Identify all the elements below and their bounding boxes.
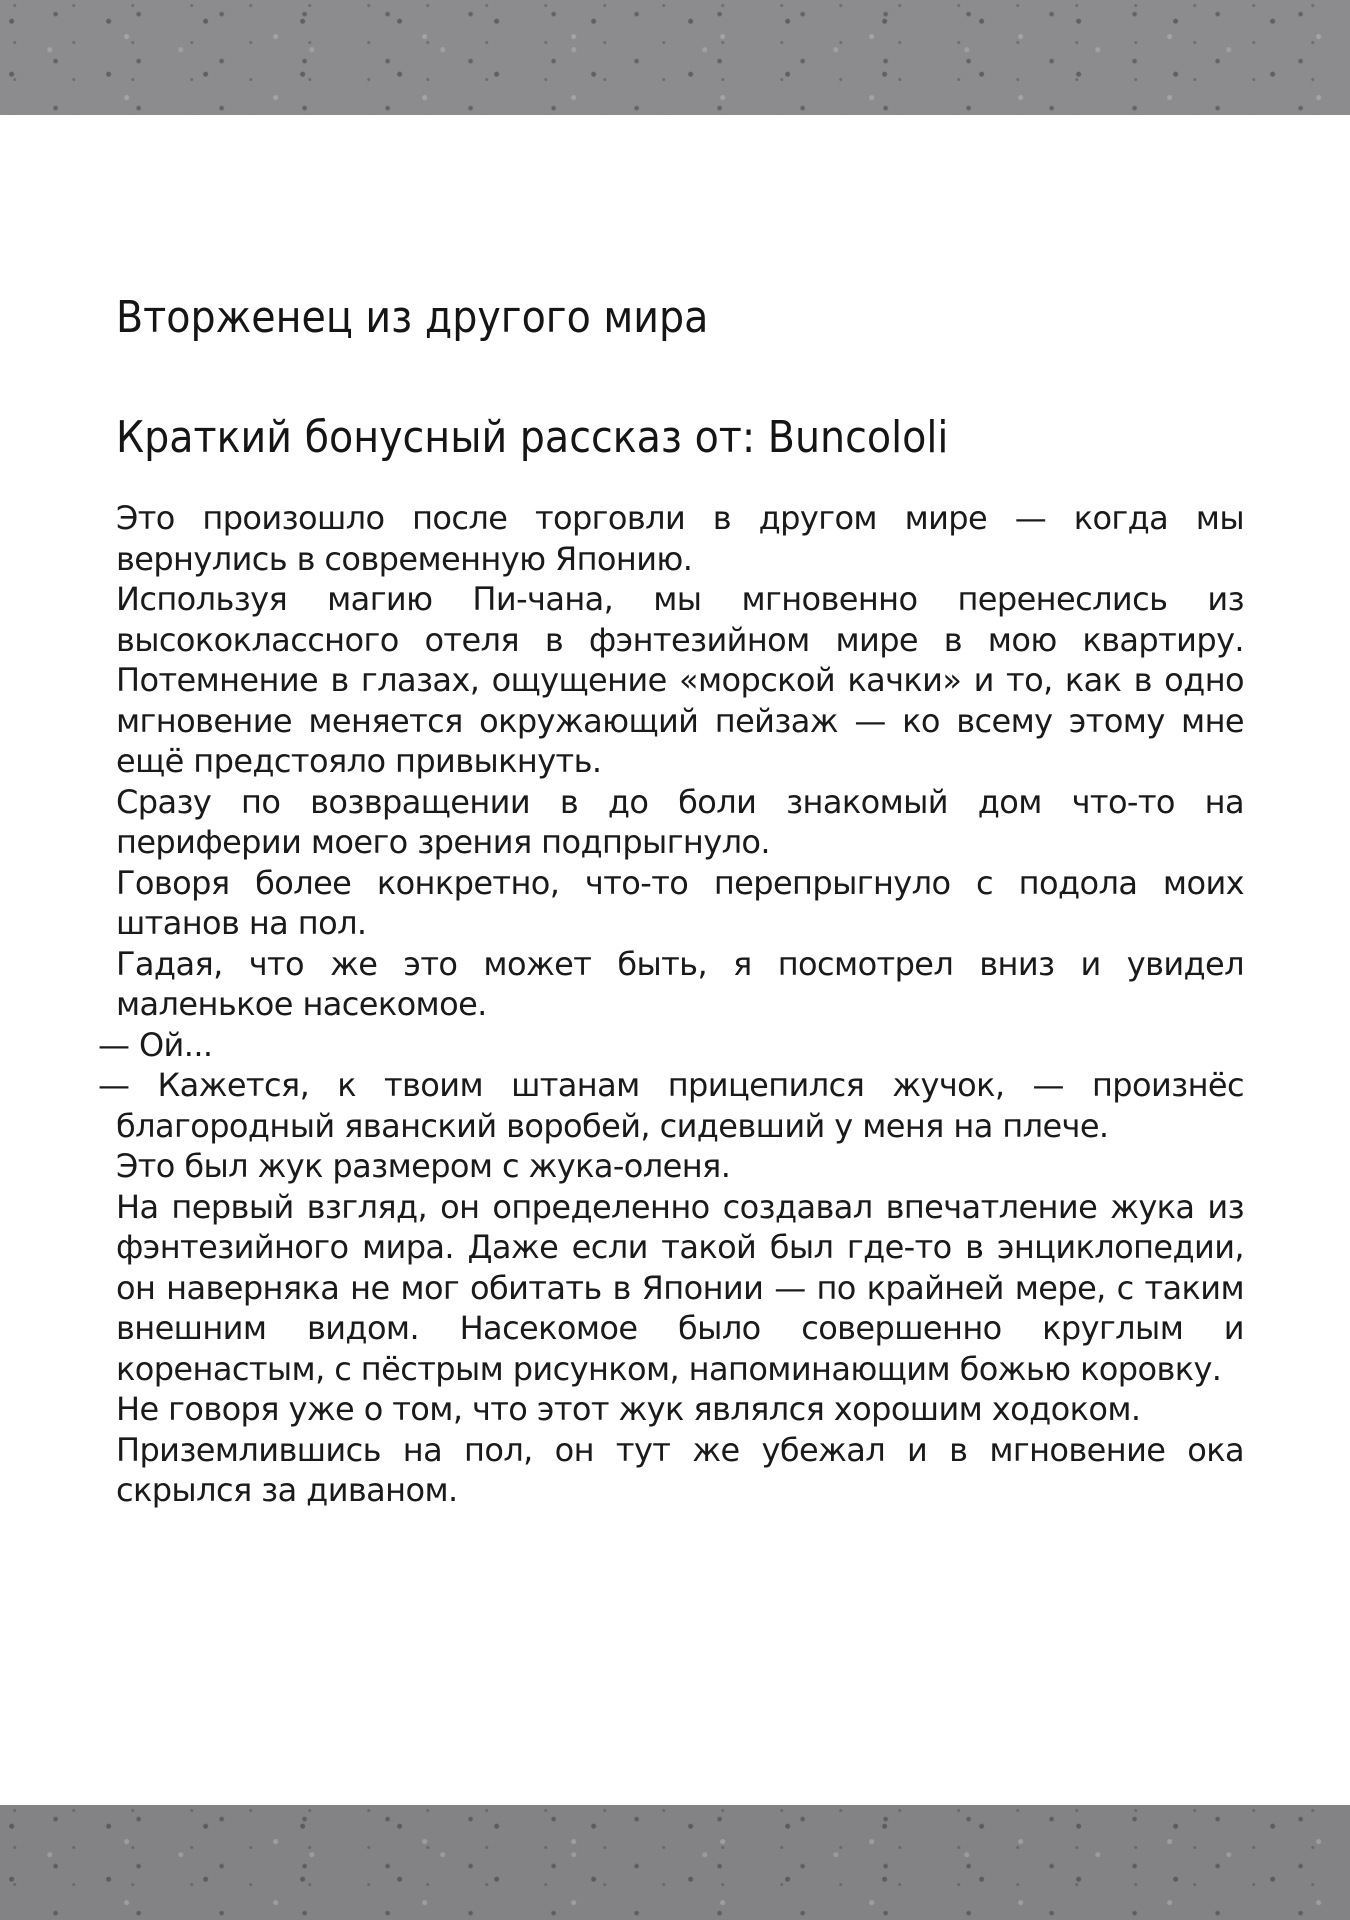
- paragraph: На первый взгляд, он определенно создавал впечатление жука из фэнтезийного мира. Даже если такой был где-то в энциклопедии, он наверняка не мог обитать в Японии — по крайней мере, с таким внешним видом. Насекомое было совершенно круглым и коренастым, с пёстрым рисунком, напоминающим божью коровку.: [116, 1187, 1244, 1388]
- story-text: [98, 498, 1244, 1511]
- paragraph: Используя магию Пи-чана, мы мгновенно перенеслись из высококлассного отеля в фэнтезийном мире в мою квартиру. Потемнение в глазах, ощущение «морской качки» и то, как в одно мгновение меняется окружающий пейзаж — ко всему этому мне ещё предстояло привыкнуть.: [116, 580, 1244, 780]
- dialog-line: — Ой...: [98, 1025, 213, 1064]
- top-decorative-band: [0, 0, 1350, 115]
- page-title: Вторженец из другого мира: [116, 292, 709, 343]
- paragraph: Говоря более конкретно, что-то перепрыгнуло с подола моих штанов на пол.: [116, 863, 1244, 942]
- dialog-line: — Кажется, к твоим штанам прицепился жучок, — произнёс благородный яванский воробей, сидевший у меня на плече.: [98, 1066, 1244, 1145]
- paragraph: Приземлившись на пол, он тут же убежал и в мгновение ока скрылся за диваном.: [116, 1430, 1244, 1509]
- paragraph: Это произошло после торговли в другом мире — когда мы вернулись в современную Японию.: [116, 499, 1244, 578]
- paragraph: Гадая, что же это может быть, я посмотрел вниз и увидел маленькое насекомое.: [116, 944, 1244, 1023]
- paragraph: Не говоря уже о том, что этот жук являлся хорошим ходоком.: [116, 1390, 1141, 1428]
- page-subtitle: Краткий бонусный рассказ от: Buncololi: [116, 412, 949, 463]
- paragraph: Сразу по возвращении в до боли знакомый дом что-то на периферии моего зрения подпрыгнуло.: [116, 782, 1244, 861]
- bottom-decorative-band: [0, 1805, 1350, 1920]
- paragraph: Это был жук размером с жука-оленя.: [116, 1147, 731, 1185]
